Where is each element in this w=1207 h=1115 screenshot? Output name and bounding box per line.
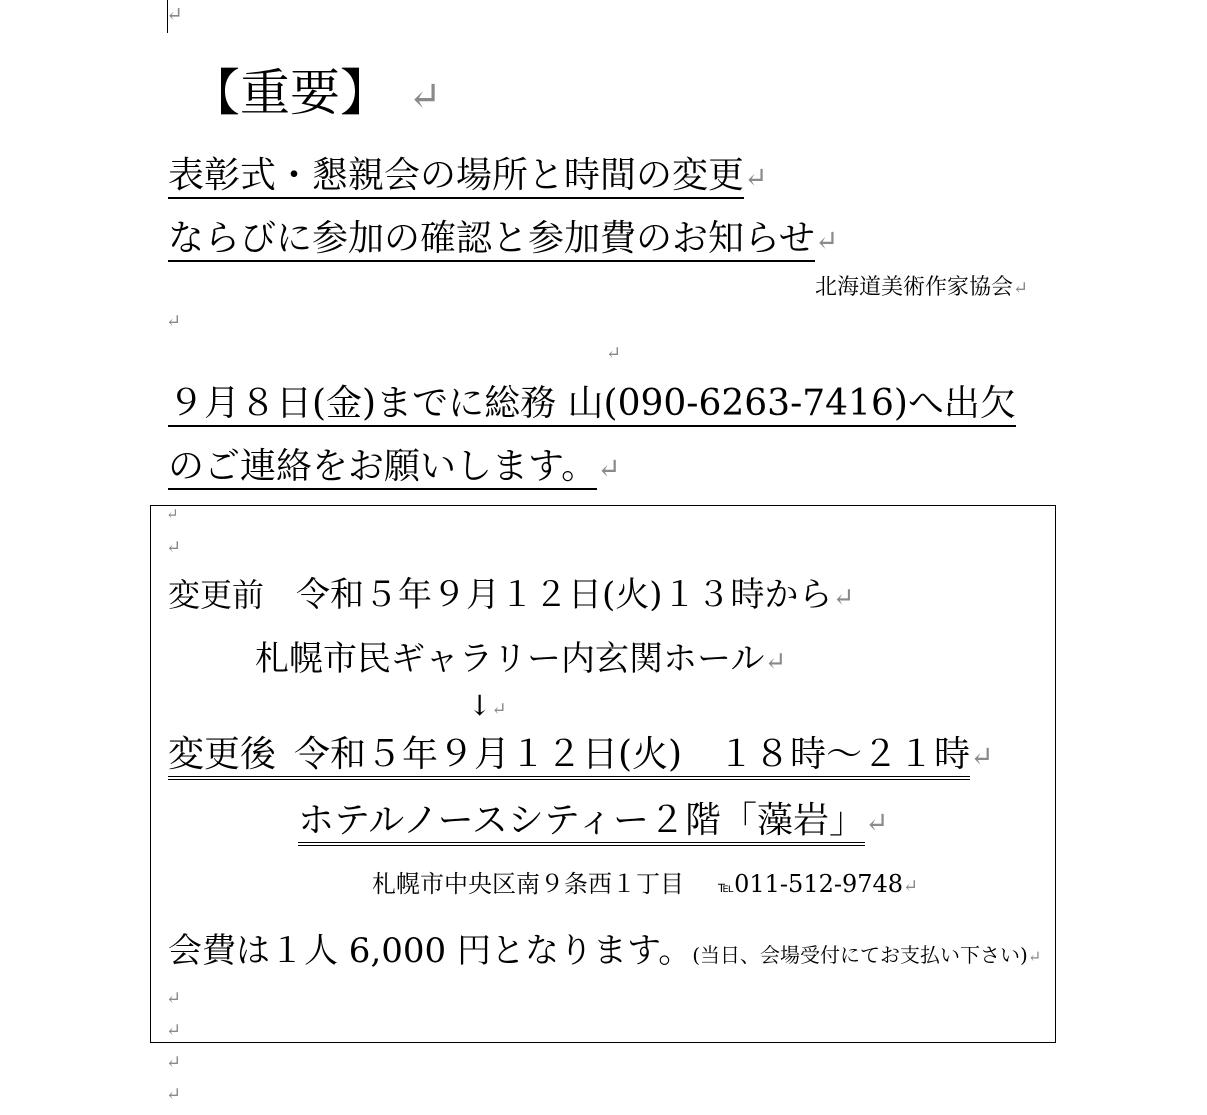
fee-line <box>168 926 1041 982</box>
deadline-line-2 <box>168 441 621 495</box>
heading-line-1 <box>168 150 767 204</box>
paragraph-mark: ↵ <box>970 740 994 773</box>
paragraph-mark: ↵ <box>408 74 442 120</box>
heading-line-2-text: ならびに参加の確認と参加費のお知らせ <box>168 218 815 262</box>
heading-line-2 <box>168 213 838 267</box>
after-datetime-underlined <box>168 734 970 780</box>
paragraph-mark: ↵ <box>166 505 179 523</box>
paragraph-mark: ↵ <box>606 343 622 364</box>
fee-note: (当日、会場受付にてお支払い下さい) <box>692 943 1028 967</box>
paragraph-mark: ↵ <box>865 806 889 839</box>
paragraph-mark: ↵ <box>491 699 507 720</box>
paragraph-mark: ↵ <box>166 1020 182 1041</box>
change-arrow <box>468 688 507 728</box>
paragraph-mark: ↵ <box>832 583 855 613</box>
organization-text: 北海道美術作家協会 <box>815 275 1014 300</box>
deadline-line-2-text: のご連絡をお願いします。 <box>168 446 597 490</box>
paragraph-mark: ↵ <box>166 537 182 558</box>
after-address: 札幌市中央区南９条西１丁目 <box>372 870 684 898</box>
paragraph-mark: ↵ <box>814 224 839 257</box>
before-venue-line <box>255 634 786 687</box>
paragraph-mark: ↵ <box>744 161 768 194</box>
before-datetime: 令和５年９月１２日(火)１３時から <box>296 575 833 615</box>
after-date: 令和５年９月１２日(火) <box>294 734 683 775</box>
paragraph-mark: ↵ <box>166 311 182 332</box>
down-arrow-icon: ↓ <box>468 689 492 722</box>
paragraph-mark: ↵ <box>1027 947 1042 966</box>
after-venue-line <box>298 796 888 848</box>
deadline-line-1 <box>168 378 1016 430</box>
fee-main: 会費は１人 6,000 円となります。 <box>168 931 693 971</box>
paragraph-mark: ↵ <box>166 1084 182 1105</box>
paragraph-mark: ↵ <box>166 1052 182 1073</box>
after-venue: ホテルノースシティー２階「藻岩」 <box>298 800 865 846</box>
paragraph-mark: ↵ <box>1013 278 1029 299</box>
title-text: 【重要】 <box>190 64 390 122</box>
after-change-line <box>168 730 994 782</box>
after-tel-number: 011-512-9748 <box>734 870 904 898</box>
heading-line-1-text: 表彰式・懇親会の場所と時間の変更 <box>168 155 744 199</box>
paragraph-mark: ↵ <box>764 647 787 677</box>
after-address-line <box>372 866 918 905</box>
before-label: 変更前 <box>168 576 265 614</box>
before-venue: 札幌市民ギャラリー内玄関ホール <box>255 639 765 679</box>
paragraph-mark: ↵ <box>597 452 621 485</box>
paragraph-mark: ↵ <box>166 988 182 1009</box>
phone-icon: ℡ <box>718 878 735 896</box>
paragraph-mark: ↵ <box>166 2 183 26</box>
after-time: １８時～２１時 <box>718 734 971 775</box>
after-label: 変更後 <box>168 734 277 775</box>
organization-name <box>815 273 1028 304</box>
paragraph-mark: ↵ <box>903 876 919 897</box>
document-title <box>190 60 442 130</box>
before-change-line <box>168 570 854 623</box>
deadline-line-1-text: ９月８日(金)までに総務 山(090-6263-7416)へ出欠 <box>168 383 1016 427</box>
